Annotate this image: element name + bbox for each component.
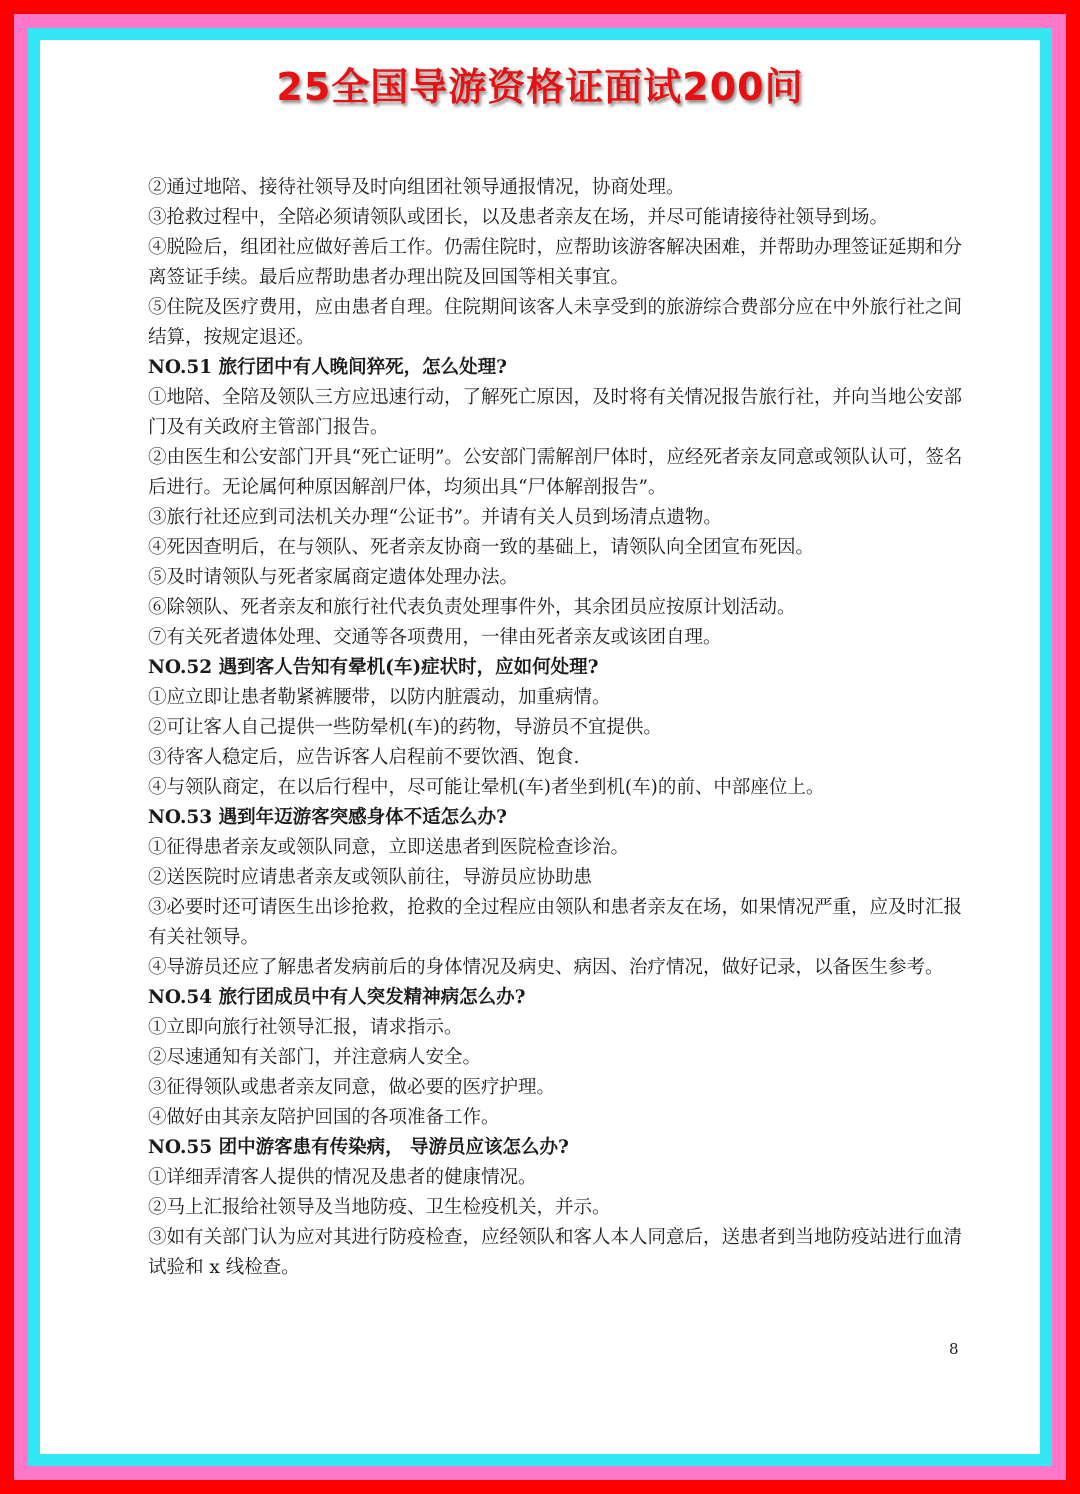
answer-item: ③待客人稳定后，应告诉客人启程前不要饮酒、饱食. (148, 747, 580, 768)
answer-item: ④死因查明后，在与领队、死者亲友协商一致的基础上，请领队向全团宣布死因。 (148, 537, 815, 558)
answer-item: ②尽速通知有关部门，并注意病人安全。 (148, 1047, 482, 1068)
question-heading: NO.54 旅行团成员中有人突发精神病怎么办? (148, 987, 526, 1008)
answer-item: ②由医生和公安部门开具“死亡证明”。公安部门需解剖尸体时，应经死者亲友同意或领队认可，签名后进行。无论属何种原因解剖尸体，均须出具“尸体解剖报告”。 (148, 447, 963, 498)
answer-item: ⑥除领队、死者亲友和旅行社代表负责处理事件外，其余团员应按原计划活动。 (148, 597, 796, 618)
question-heading: NO.53 遇到年迈游客突感身体不适怎么办? (148, 807, 507, 828)
question-heading: NO.52 遇到客人告知有晕机(车)症状时，应如何处理? (148, 657, 599, 678)
answer-item: ③抢救过程中，全陪必须请领队或团长，以及患者亲友在场，并尽可能请接待社领导到场。 (148, 207, 889, 228)
answer-item: ②可让客人自己提供一些防晕机(车)的药物，导游员不宜提供。 (148, 717, 662, 738)
question-heading: NO.55 团中游客患有传染病， 导游员应该怎么办? (148, 1137, 569, 1158)
answer-item: ②通过地陪、接待社领导及时向组团社领导通报情况，协商处理。 (148, 177, 685, 198)
question-heading: NO.51 旅行团中有人晚间猝死，怎么处理? (148, 357, 507, 378)
answer-item: ②马上汇报给社领导及当地防疫、卫生检疫机关，并示。 (148, 1197, 611, 1218)
answer-item: ④导游员还应了解患者发病前后的身体情况及病史、病因、治疗情况，做好记录，以备医生参考。 (148, 957, 944, 978)
answer-item: ④脱险后，组团社应做好善后工作。仍需住院时，应帮助该游客解决困难，并帮助办理签证延期和分离签证手续。最后应帮助患者办理出院及回国等相关事宜。 (148, 237, 963, 288)
answer-item: ①地陪、全陪及领队三方应迅速行动，了解死亡原因，及时将有关情况报告旅行社，并向当地公安部门及有关政府主管部门报告。 (148, 387, 963, 438)
answer-item: ③征得领队或患者亲友同意，做必要的医疗护理。 (148, 1077, 556, 1098)
qa-content (148, 173, 968, 1283)
answer-item: ③如有关部门认为应对其进行防疫检查，应经领队和客人本人同意后，送患者到当地防疫站进行血清试验和 x 线检查。 (148, 1227, 963, 1278)
answer-item: ⑦有关死者遗体处理、交通等各项费用，一律由死者亲友或该团自理。 (148, 627, 722, 648)
answer-item: ④做好由其亲友陪护回国的各项准备工作。 (148, 1107, 500, 1128)
answer-item: ①应立即让患者勒紧裤腰带，以防内脏震动，加重病情。 (148, 687, 611, 708)
answer-item: ⑤及时请领队与死者家属商定遗体处理办法。 (148, 567, 519, 588)
answer-item: ③必要时还可请医生出诊抢救，抢救的全过程应由领队和患者亲友在场，如果情况严重，应及时汇报有关社领导。 (148, 897, 963, 948)
answer-item: ④与领队商定，在以后行程中，尽可能让晕机(车)者坐到机(车)的前、中部座位上。 (148, 777, 825, 798)
page-number: 8 (949, 1340, 959, 1358)
answer-item: ①详细弄清客人提供的情况及患者的健康情况。 (148, 1167, 537, 1188)
answer-item: ①立即向旅行社领导汇报，请求指示。 (148, 1017, 463, 1038)
answer-item: ②送医院时应请患者亲友或领队前往，导游员应协助患 (148, 867, 593, 888)
answer-item: ⑤住院及医疗费用，应由患者自理。住院期间该客人未享受到的旅游综合费部分应在中外旅行社之间结算，按规定退还。 (148, 297, 963, 348)
page-title: 25全国导游资格证面试200问 (276, 65, 804, 109)
answer-item: ③旅行社还应到司法机关办理“公证书”。并请有关人员到场清点遗物。 (148, 507, 722, 528)
answer-item: ①征得患者亲友或领队同意，立即送患者到医院检查诊治。 (148, 837, 630, 858)
